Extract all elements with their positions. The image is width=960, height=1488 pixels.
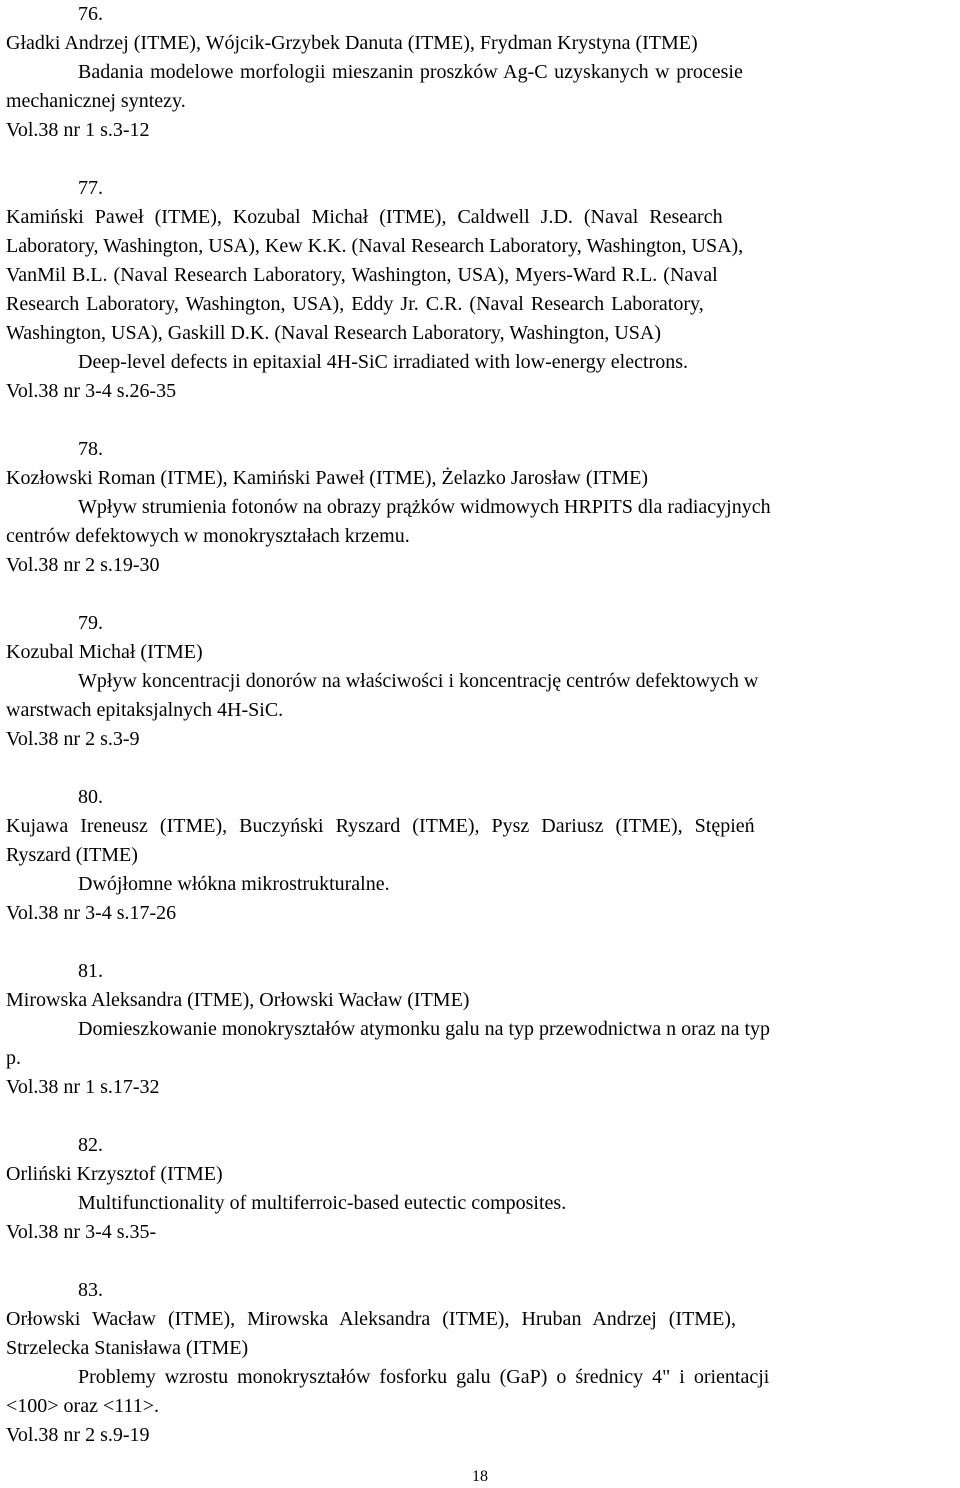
entry-title: Wpływ strumienia fotonów na obrazy prążków widmowych HRPITS dla radiacyjnych bbox=[78, 496, 771, 518]
entry-80 bbox=[6, 783, 956, 928]
entry-82 bbox=[6, 1131, 956, 1247]
page-number: 18 bbox=[472, 1468, 488, 1485]
entry-ref: Vol.38 nr 2 s.9-19 bbox=[6, 1424, 150, 1446]
entry-title: Deep-level defects in epitaxial 4H-SiC irradiated with low-energy electrons. bbox=[78, 351, 688, 373]
entry-number: 78. bbox=[78, 438, 103, 460]
entry-ref: Vol.38 nr 1 s.3-12 bbox=[6, 119, 150, 141]
entry-76 bbox=[6, 0, 956, 145]
entry-number: 79. bbox=[78, 612, 103, 634]
entry-authors: Mirowska Aleksandra (ITME), Orłowski Wacław (ITME) bbox=[6, 989, 470, 1011]
entry-81 bbox=[6, 957, 956, 1102]
entry-authors-cont: VanMil B.L. (Naval Research Laboratory, Washington, USA), Myers-Ward R.L. (Naval bbox=[6, 264, 718, 286]
entry-ref: Vol.38 nr 3-4 s.17-26 bbox=[6, 902, 177, 924]
entry-ref: Vol.38 nr 2 s.3-9 bbox=[6, 728, 140, 750]
entry-authors-cont: Research Laboratory, Washington, USA), Eddy Jr. C.R. (Naval Research Laboratory, bbox=[6, 293, 704, 315]
entry-number: 82. bbox=[78, 1134, 103, 1156]
entry-title-cont: p. bbox=[6, 1047, 21, 1069]
entry-authors-cont: Laboratory, Washington, USA), Kew K.K. (Naval Research Laboratory, Washington, USA), bbox=[6, 235, 744, 257]
entry-authors-cont: Washington, USA), Gaskill D.K. (Naval Research Laboratory, Washington, USA) bbox=[6, 322, 661, 344]
entry-title: Problemy wzrostu monokryształów fosforku galu (GaP) o średnicy 4" i orientacji bbox=[78, 1366, 770, 1388]
entry-78 bbox=[6, 435, 956, 580]
entry-number: 77. bbox=[78, 177, 103, 199]
entry-title: Badania modelowe morfologii mieszanin proszków Ag-C uzyskanych w procesie bbox=[78, 61, 743, 83]
entry-authors: Kozubal Michał (ITME) bbox=[6, 641, 203, 663]
entry-authors: Orłowski Wacław (ITME), Mirowska Aleksandra (ITME), Hruban Andrzej (ITME), bbox=[6, 1308, 736, 1330]
entry-authors: Orliński Krzysztof (ITME) bbox=[6, 1163, 223, 1185]
entry-77 bbox=[6, 174, 956, 406]
entry-number: 83. bbox=[78, 1279, 103, 1301]
entry-number: 76. bbox=[78, 3, 103, 25]
entry-title: Wpływ koncentracji donorów na właściwości i koncentrację centrów defektowych w bbox=[78, 670, 759, 692]
entry-title-cont: centrów defektowych w monokryształach krzemu. bbox=[6, 525, 410, 547]
entry-title-cont: warstwach epitaksjalnych 4H-SiC. bbox=[6, 699, 284, 721]
entry-title: Domieszkowanie monokryształów atymonku galu na typ przewodnictwa n oraz na typ bbox=[78, 1018, 771, 1040]
entry-authors: Kozłowski Roman (ITME), Kamiński Paweł (ITME), Żelazko Jarosław (ITME) bbox=[6, 467, 649, 489]
entry-83 bbox=[6, 1276, 956, 1450]
entry-number: 81. bbox=[78, 960, 103, 982]
entry-authors: Gładki Andrzej (ITME), Wójcik-Grzybek Danuta (ITME), Frydman Krystyna (ITME) bbox=[6, 32, 698, 54]
entry-title: Dwójłomne włókna mikrostrukturalne. bbox=[78, 873, 390, 895]
entry-authors: Kamiński Paweł (ITME), Kozubal Michał (ITME), Caldwell J.D. (Naval Research bbox=[6, 206, 723, 228]
entry-authors-cont: Strzelecka Stanisława (ITME) bbox=[6, 1337, 249, 1359]
entry-ref: Vol.38 nr 1 s.17-32 bbox=[6, 1076, 160, 1098]
entry-title-cont: <100> oraz <111>. bbox=[6, 1395, 160, 1417]
entry-79 bbox=[6, 609, 956, 754]
entry-authors-cont: Ryszard (ITME) bbox=[6, 844, 138, 866]
entry-title: Multifunctionality of multiferroic-based eutectic composites. bbox=[78, 1192, 567, 1214]
entry-ref: Vol.38 nr 2 s.19-30 bbox=[6, 554, 160, 576]
entry-title-cont: mechanicznej syntezy. bbox=[6, 90, 186, 112]
entry-authors: Kujawa Ireneusz (ITME), Buczyński Ryszard (ITME), Pysz Dariusz (ITME), Stępień bbox=[6, 815, 755, 837]
entry-ref: Vol.38 nr 3-4 s.26-35 bbox=[6, 380, 177, 402]
bibliography-page bbox=[6, 0, 956, 1450]
entry-ref: Vol.38 nr 3-4 s.35- bbox=[6, 1221, 157, 1243]
entry-number: 80. bbox=[78, 786, 103, 808]
